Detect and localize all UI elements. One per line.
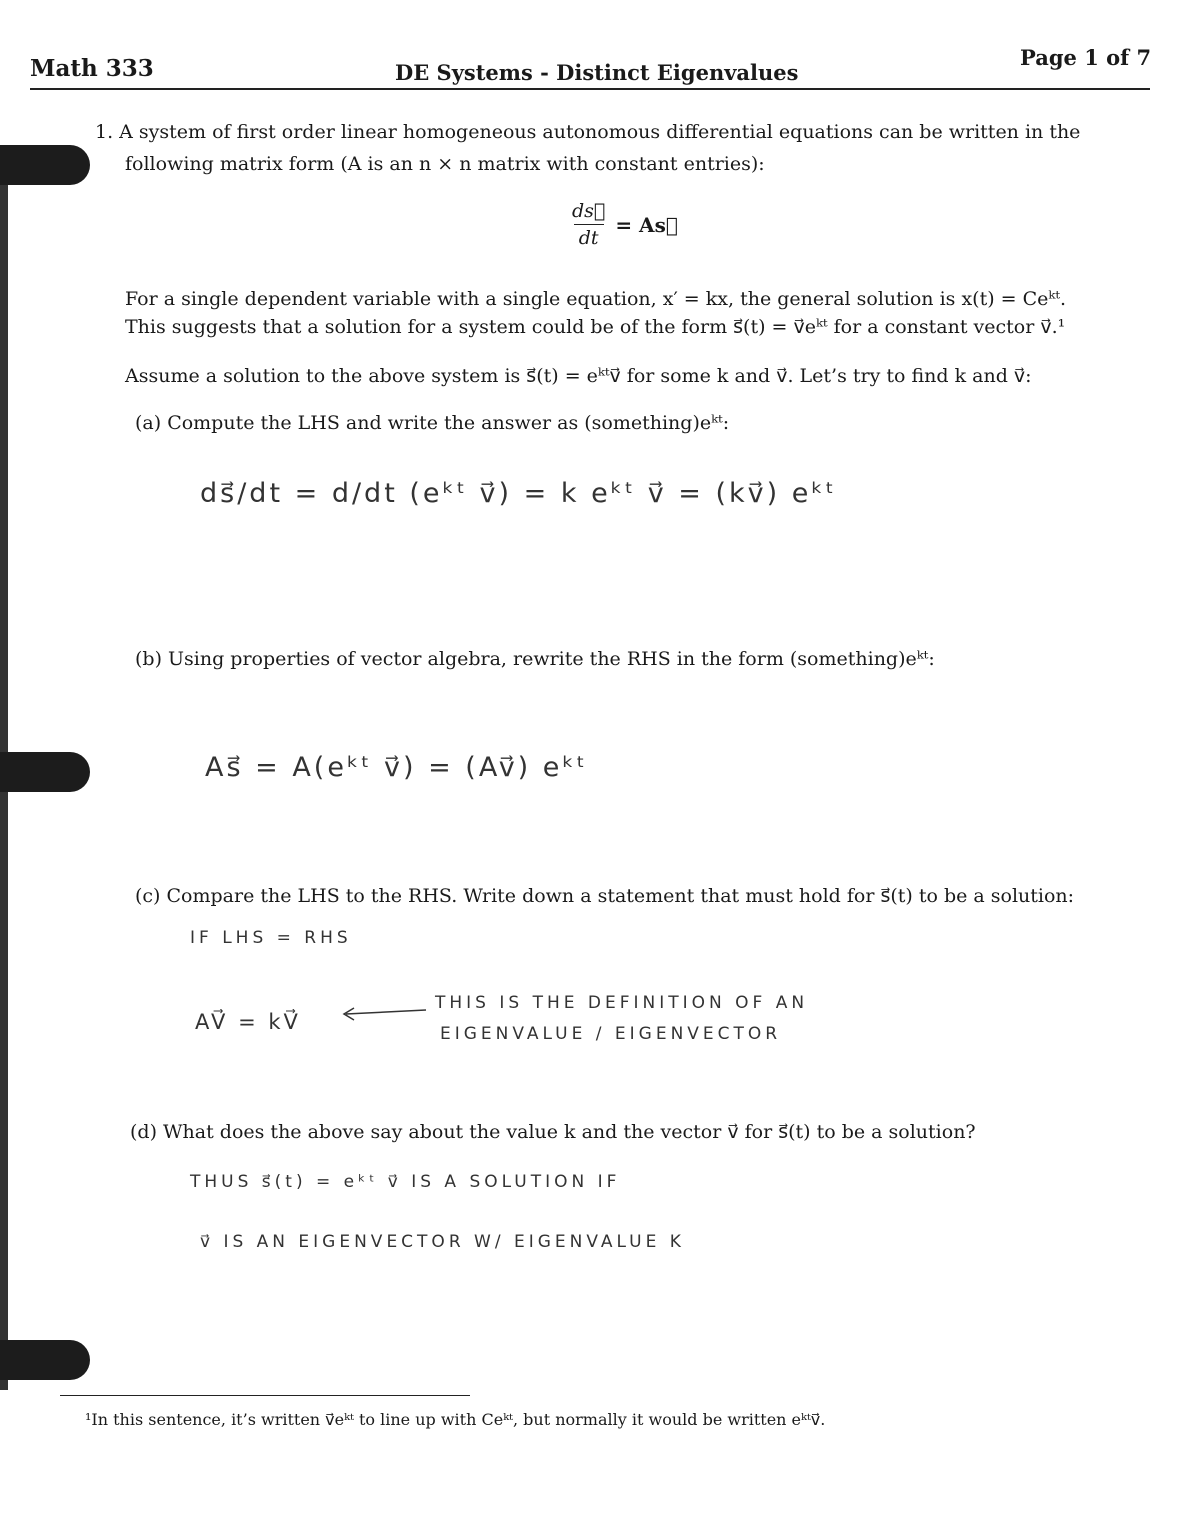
paragraph-2: Assume a solution to the above system is s⃗(t) = eᵏᵗv⃗ for some k and v⃗. Let’s try to find k and v⃗: <box>125 365 1032 387</box>
paragraph-1-line-2: This suggests that a solution for a system could be of the form s⃗(t) = v⃗eᵏᵗ for a constant vector v⃗.¹ <box>125 316 1066 338</box>
part-c-work-line-2: AV⃗ = kV⃗ <box>195 1010 301 1034</box>
matrix-equation <box>572 200 678 249</box>
part-d-question: (d) What does the above say about the value k and the vector v⃗ for s⃗(t) to be a solution? <box>130 1121 976 1143</box>
header-rule <box>30 88 1150 90</box>
part-c-note-line-1: THIS IS THE DEFINITION OF AN <box>435 993 809 1013</box>
derivative-fraction <box>572 200 605 249</box>
paragraph-1-line-1: For a single dependent variable with a single equation, x′ = kx, the general solution is x(t) = Ceᵏᵗ. <box>125 288 1067 310</box>
course-label: Math 333 <box>30 55 154 82</box>
footnote-rule <box>60 1395 470 1396</box>
page-title: DE Systems - Distinct Eigenvalues <box>395 60 799 85</box>
part-d-work-line-2: v⃗ IS AN EIGENVECTOR W/ EIGENVALUE K <box>200 1232 685 1252</box>
intro-line-1: 1. A system of first order linear homogeneous autonomous differential equations can be written in the <box>95 121 1081 143</box>
equation-rhs: = As⃗ <box>615 212 678 237</box>
part-d-work-line-1: THUS s⃗(t) = eᵏᵗ v⃗ IS A SOLUTION IF <box>190 1172 621 1192</box>
annotation-arrow-line <box>346 1010 426 1014</box>
part-a-handwritten-work: ds⃗/dt = d/dt (eᵏᵗ v⃗) = k eᵏᵗ v⃗ = (kv⃗) eᵏᵗ <box>200 478 837 509</box>
part-c-question: (c) Compare the LHS to the RHS. Write down a statement that must hold for s⃗(t) to be a solution: <box>135 885 1075 907</box>
part-c-note-line-2: EIGENVALUE / EIGENVECTOR <box>440 1024 782 1044</box>
binder-ring-middle <box>0 752 90 792</box>
intro-line-2: following matrix form (A is an n × n matrix with constant entries): <box>125 153 765 175</box>
fraction-numerator: ds⃗ <box>572 200 606 222</box>
fraction-bar <box>574 224 604 225</box>
binder-ring-bottom <box>0 1340 90 1380</box>
annotation-arrow <box>338 1004 428 1024</box>
part-c-work-line-1: IF LHS = RHS <box>190 928 352 948</box>
fraction-denominator: dt <box>578 227 599 249</box>
part-b-question: (b) Using properties of vector algebra, rewrite the RHS in the form (something)eᵏᵗ: <box>135 648 935 670</box>
page-number: Page 1 of 7 <box>1020 45 1152 70</box>
part-a-question: (a) Compute the LHS and write the answer as (something)eᵏᵗ: <box>135 412 730 434</box>
binder-ring-top <box>0 145 90 185</box>
footnote: ¹In this sentence, it’s written v⃗eᵏᵗ to line up with Ceᵏᵗ, but normally it would be written eᵏᵗv⃗. <box>85 1410 826 1429</box>
part-b-handwritten-work: As⃗ = A(eᵏᵗ v⃗) = (Av⃗) eᵏᵗ <box>205 752 588 783</box>
